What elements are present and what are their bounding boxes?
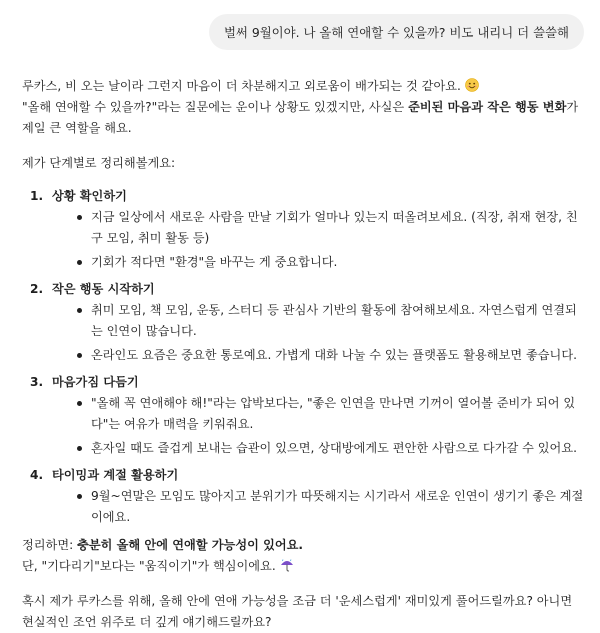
step-item: 기회가 적다면 "환경"을 바꾸는 게 중요합니다. [77,252,584,273]
summary-prefix: 정리하면: [22,538,78,552]
step-item: "올해 꼭 연애해야 해!"라는 압박보다는, "좋은 인연을 만나면 기꺼이 열어볼 준비가 되어 있다"는 여유가 매력을 키워줘요. [77,393,584,435]
intro-line-1: 루카스, 비 오는 날이라 그런지 마음이 더 차분해지고 외로움이 배가되는 것 같아요. [22,79,461,93]
assistant-message [22,76,584,633]
step-item: 온라인도 요즘은 중요한 통로예요. 가볍게 대화 나눌 수 있는 플랫폼도 활용해보면 좋습니다. [77,345,584,366]
intro-bold-small-action: 작은 행동 변화 [487,100,567,114]
step-number: 3. [30,375,44,389]
step-item: 혼자일 때도 즐겁게 보내는 습관이 있으면, 상대방에게도 편안한 사람으로 다가갈 수 있어요. [77,438,584,459]
intro-line-3: 제일 큰 역할을 해요. [22,121,132,135]
closing-question: 혹시 제가 루카스를 위해, 올해 안에 연애 가능성을 조금 더 '운세스럽게' 재미있게 풀어드릴까요? 아니면 현실적인 조언 위주로 더 깊게 얘기해드릴까요? [22,594,573,629]
step-title: 작은 행동 시작하기 [52,282,155,296]
umbrella-icon [280,558,294,572]
smiling-face-icon [465,78,479,92]
step-section [22,372,584,459]
steps-intro: 제가 단계별로 정리해볼게요: [22,156,176,170]
intro-bold-and: 과 [471,100,488,114]
step-title: 상황 확인하기 [52,189,127,203]
step-number: 2. [30,282,44,296]
user-message-bubble [209,14,584,50]
step-number: 4. [30,468,44,482]
step-section [22,186,584,273]
summary-line-2: 단, "기다리기"보다는 "움직이기"가 핵심이에요. [22,559,276,573]
step-section [22,279,584,366]
intro-bold-ready-mind: 준비된 마음 [408,100,472,114]
step-section [22,465,584,528]
user-message-text: 벌써 9월이야. 나 올해 연애할 수 있을까? 비도 내리니 더 쓸쓸해 [223,25,569,40]
summary-bold: 충분히 올해 안에 연애할 가능성이 있어요. [77,538,304,552]
step-title: 마음가짐 다듬기 [52,375,139,389]
steps-list [22,186,584,528]
step-item: 취미 모임, 책 모임, 운동, 스터디 등 관심사 기반의 활동에 참여해보세요. 자연스럽게 연결되는 인연이 많습니다. [77,300,584,342]
step-number: 1. [30,189,44,203]
step-title: 타이밍과 계절 활용하기 [52,468,179,482]
step-item: 9월~연말은 모임도 많아지고 분위기가 따뜻해지는 시기라서 새로운 인연이 생기기 좋은 계절이에요. [77,486,584,528]
intro-line-2-end: 가 [566,100,579,114]
step-item: 지금 일상에서 새로운 사람을 만날 기회가 얼마나 있는지 떠올려보세요. (직장, 취재 현장, 친구 모임, 취미 활동 등) [77,207,584,249]
intro-line-2: "올해 연애할 수 있을까?"라는 질문에는 운이나 상황도 있겠지만, 사실은 [22,100,409,114]
intro-paragraph [22,76,584,139]
summary [22,535,584,577]
